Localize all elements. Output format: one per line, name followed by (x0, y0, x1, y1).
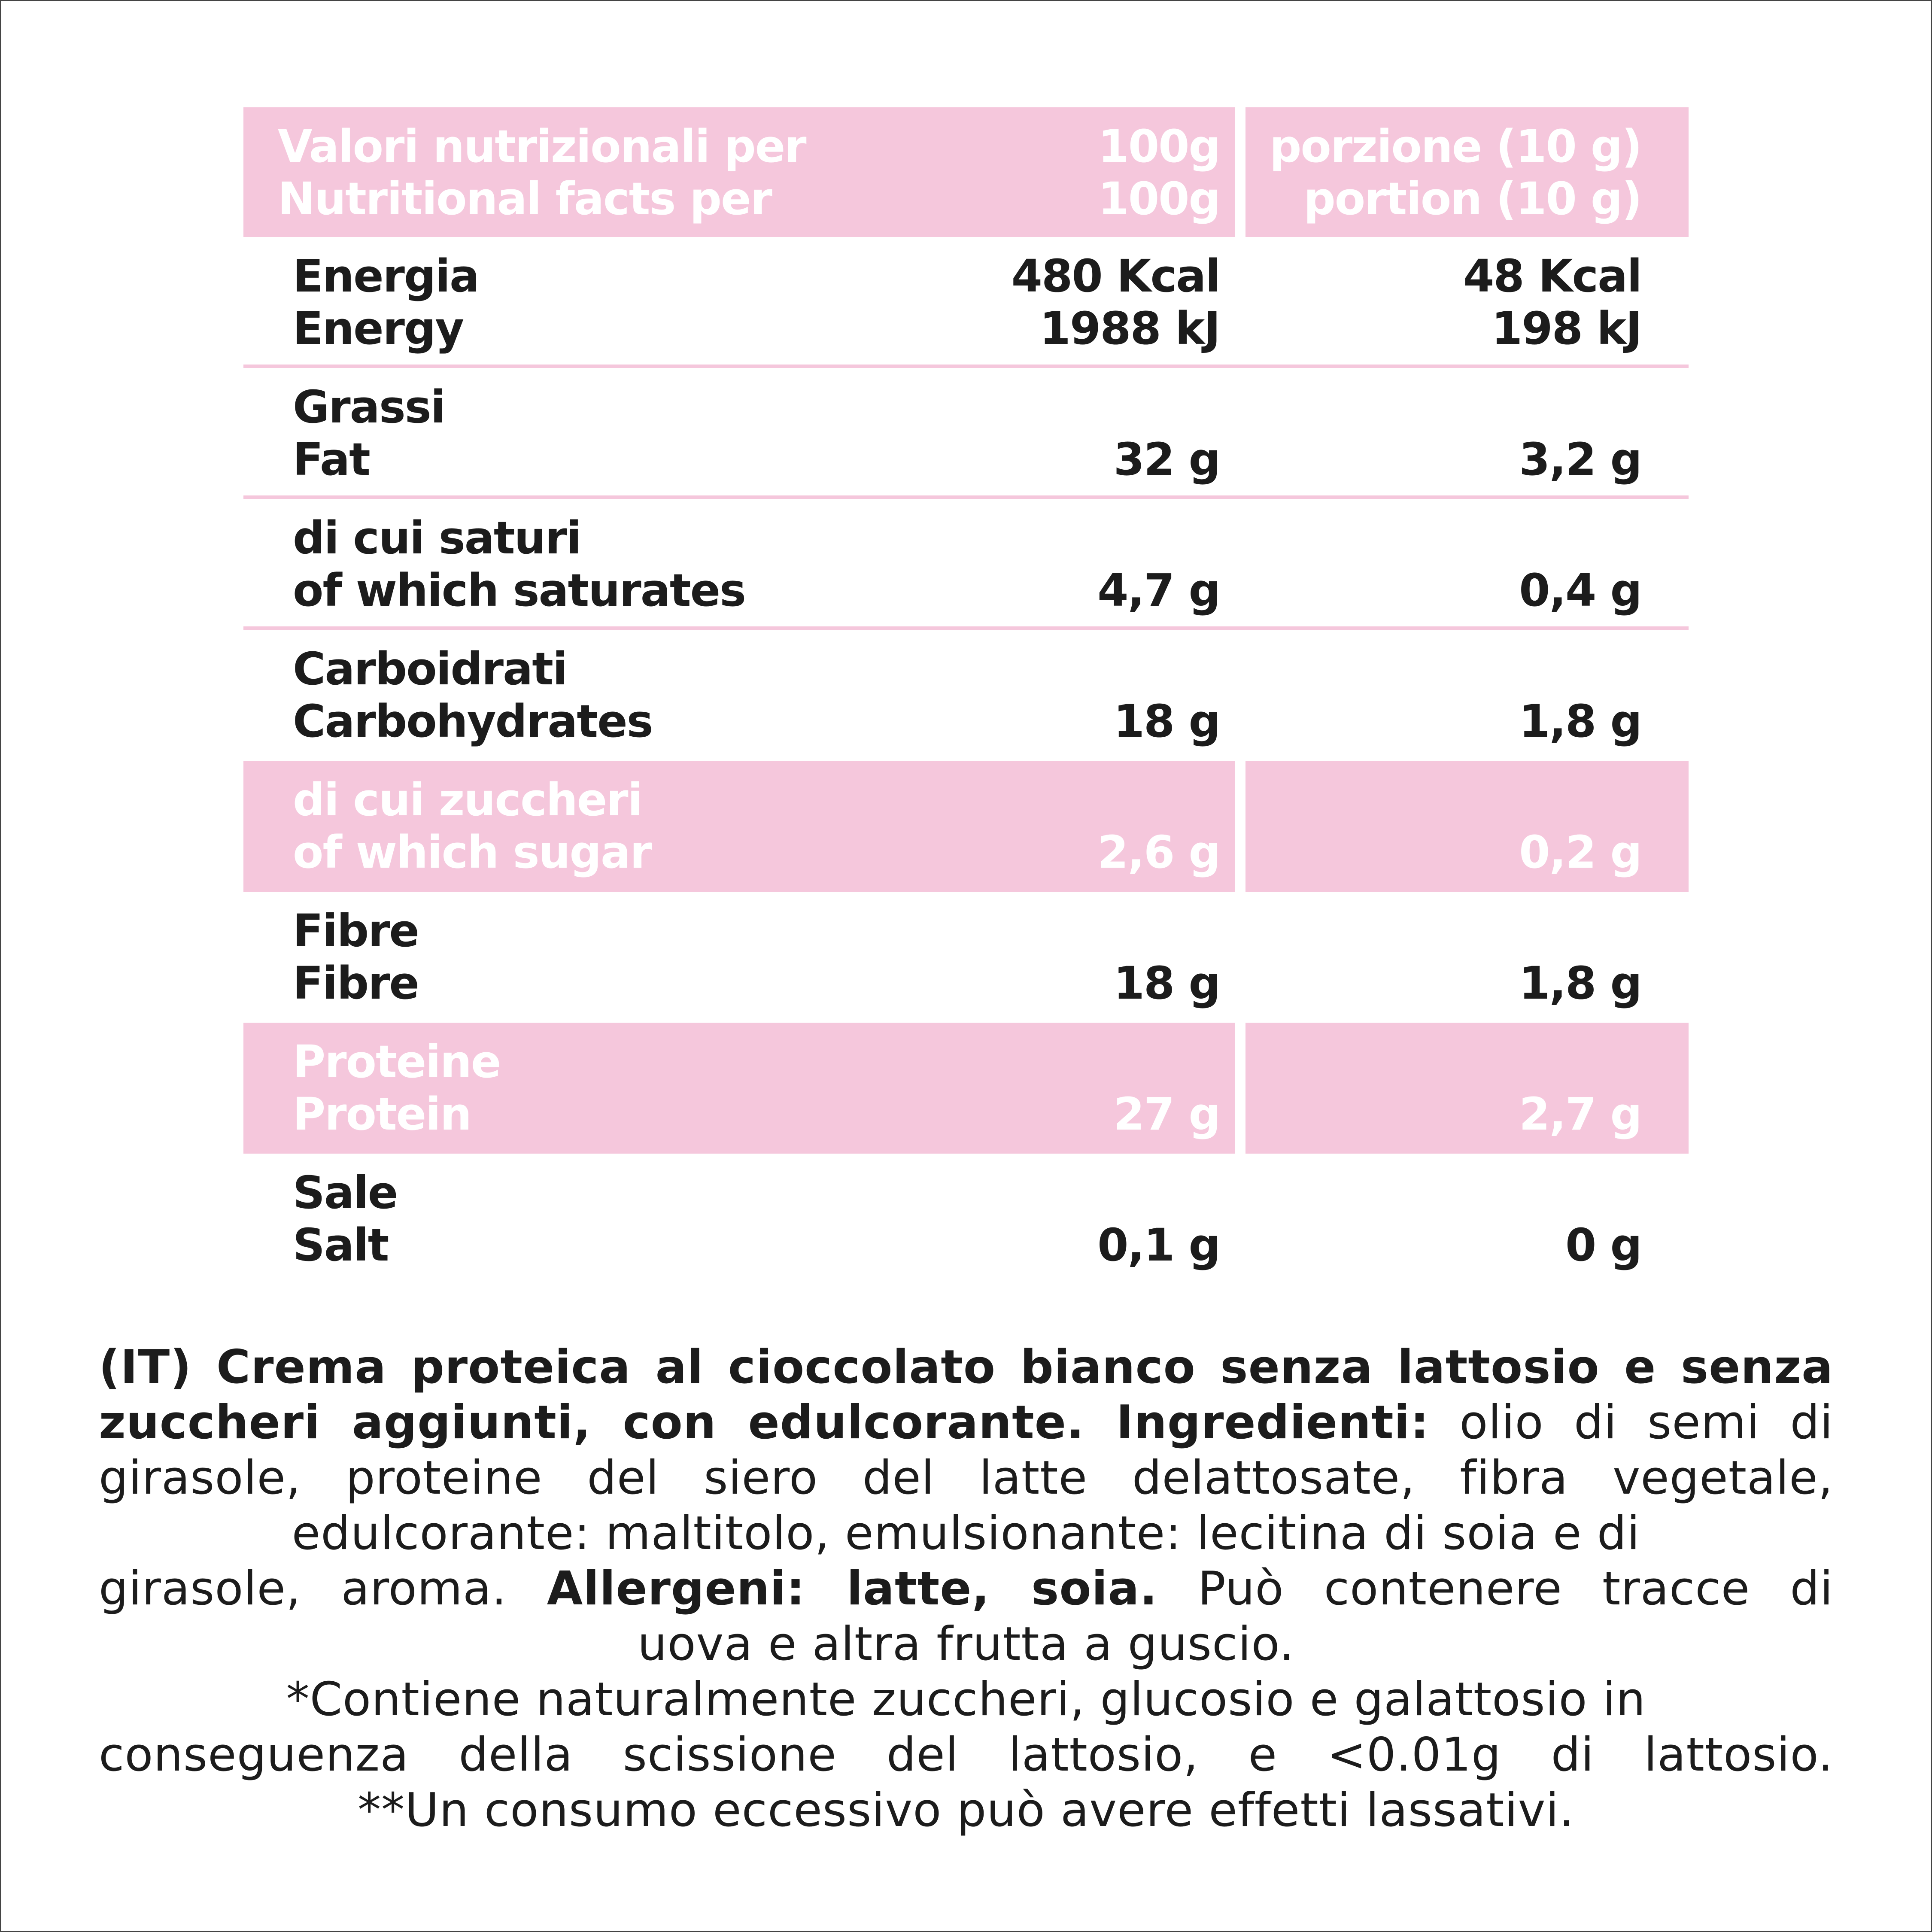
header-col-portion: porzione (10 g) portion (10 g) (1269, 120, 1641, 225)
value-portion: 0,4 g (1519, 564, 1641, 617)
table-row-salt (243, 1154, 1689, 1285)
table-row-energy (243, 237, 1689, 368)
ingredients-text (99, 1340, 1833, 1838)
value-portion: 1,8 g (1519, 957, 1641, 1009)
row-label: Carboidrati Carbohydrates (293, 643, 653, 747)
value-100g: 480 Kcal 1988 kJ (1011, 250, 1220, 355)
ingredients-line: (IT) Crema proteica al cioccolato bianco senza lattosio e senza (99, 1340, 1833, 1394)
ingredients-line: uova e altra frutta a guscio. (638, 1617, 1294, 1671)
value-100g: 4,7 g (1097, 564, 1220, 617)
row-label: Grassi Fat (293, 381, 445, 486)
value-100g: 18 g (1113, 957, 1220, 1009)
value-100g: 2,6 g (1097, 826, 1220, 878)
ingredients-line: edulcorante: maltitolo, emulsionante: lecitina di soia e di (292, 1507, 1640, 1560)
table-row-protein (243, 1023, 1689, 1154)
value-portion: 0,2 g (1519, 826, 1641, 878)
value-100g: 18 g (1113, 695, 1220, 747)
row-divider (243, 365, 1689, 368)
row-divider (243, 626, 1689, 630)
value-100g: 27 g (1113, 1088, 1220, 1140)
value-portion: 2,7 g (1519, 1088, 1641, 1140)
ingredients-line: girasole, aroma. Allergeni: latte, soia. Può contenere tracce di (99, 1562, 1833, 1616)
footnote-line: **Un consumo eccessivo può avere effetti lassativi. (358, 1783, 1574, 1837)
table-row-fibre (243, 892, 1689, 1023)
row-label: di cui zuccheri of which sugar (293, 774, 651, 878)
row-label: Energia Energy (293, 250, 479, 355)
nutrition-table (243, 107, 1689, 1285)
header-label: Valori nutrizionali per Nutritional facts per (278, 120, 806, 225)
value-portion: 48 Kcal 198 kJ (1463, 250, 1641, 355)
table-row-carbohydrates (243, 630, 1689, 761)
row-label: di cui saturi of which saturates (293, 512, 746, 617)
row-label: Proteine Protein (293, 1036, 501, 1140)
table-row-saturates (243, 499, 1689, 630)
value-portion: 0 g (1565, 1219, 1641, 1271)
ingredients-line: zuccheri aggiunti, con edulcorante. Ingredienti: olio di semi di (99, 1396, 1833, 1449)
row-divider (243, 495, 1689, 499)
row-label: Sale Salt (293, 1166, 398, 1271)
table-row-sugar (243, 761, 1689, 892)
ingredients-line: girasole, proteine del siero del latte delattosate, fibra vegetale, (99, 1451, 1833, 1505)
header-col-100g: 100g 100g (1098, 120, 1220, 225)
table-row-fat (243, 368, 1689, 499)
row-label: Fibre Fibre (293, 905, 419, 1009)
value-portion: 1,8 g (1519, 695, 1641, 747)
footnote-line: conseguenza della scissione del lattosio, e <0.01g di lattosio. (99, 1728, 1833, 1782)
value-portion: 3,2 g (1519, 433, 1641, 486)
footnote-line: *Contiene naturalmente zuccheri, glucosio e galattosio in (286, 1673, 1646, 1726)
value-100g: 32 g (1113, 433, 1220, 486)
value-100g: 0,1 g (1097, 1219, 1220, 1271)
table-header-row (243, 107, 1689, 237)
